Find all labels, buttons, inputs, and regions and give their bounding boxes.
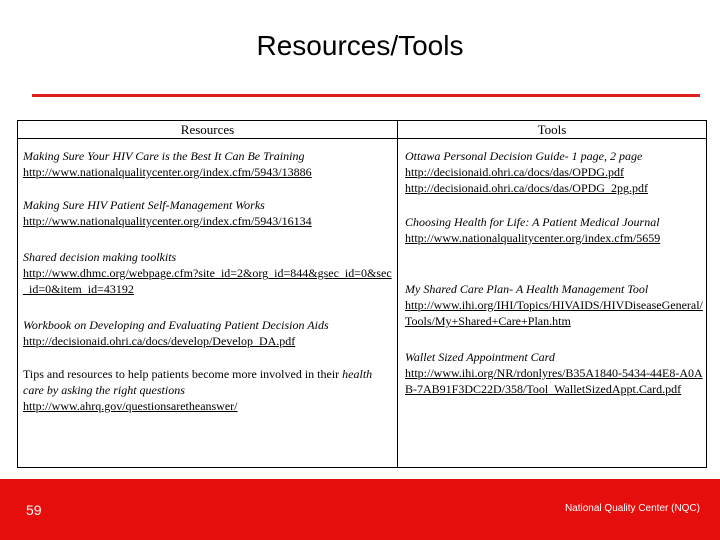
resource-link[interactable]: http://decisionaid.ohri.ca/docs/develop/Develop_DA.pdf <box>23 334 296 348</box>
footer-bar <box>0 479 720 540</box>
tool-title: My Shared Care Plan- A Health Management Tool <box>405 282 649 296</box>
resource-title: Workbook on Developing and Evaluating Patient Decision Aids <box>23 318 329 332</box>
resource-entry <box>23 197 395 229</box>
tool-title: Ottawa Personal Decision Guide- 1 page, 2 page <box>405 149 643 163</box>
tool-entry <box>405 148 703 196</box>
tool-title: Choosing Health for Life: A Patient Medical Journal <box>405 215 660 229</box>
resource-title: Making Sure Your HIV Care is the Best It Can Be Training <box>23 149 305 163</box>
resource-title <box>23 366 395 398</box>
resource-title: Making Sure HIV Patient Self-Management Works <box>23 198 265 212</box>
resource-entry <box>23 366 395 414</box>
tool-entry <box>405 214 703 246</box>
resource-link[interactable]: http://www.nationalqualitycenter.org/index.cfm/5943/13886 <box>23 165 312 179</box>
resource-entry <box>23 317 395 349</box>
tool-entry <box>405 281 703 329</box>
tool-link[interactable]: http://www.nationalqualitycenter.org/index.cfm/5659 <box>405 231 661 245</box>
resource-entry <box>23 148 395 180</box>
tool-title: Wallet Sized Appointment Card <box>405 350 555 364</box>
organization-name: National Quality Center (NQC) <box>564 503 700 514</box>
resource-title-plain: Tips and resources to help patients become more involved in their <box>23 367 343 381</box>
resource-title: Shared decision making toolkits <box>23 250 177 264</box>
tool-link[interactable]: http://www.ihi.org/NR/rdonlyres/B35A1840-5434-44E8-A0AB-7AB91F3DC22D/358/Tool_WalletSizedAppt.Card.pdf <box>405 366 703 396</box>
resources-header: Resources <box>18 121 398 139</box>
page-number: 59 <box>26 502 42 518</box>
resources-column <box>18 139 398 467</box>
tool-link[interactable]: http://decisionaid.ohri.ca/docs/das/OPDG_2pg.pdf <box>405 181 648 195</box>
tools-column <box>398 139 706 467</box>
slide-title: Resources/Tools <box>256 30 464 61</box>
resource-link[interactable]: http://www.nationalqualitycenter.org/index.cfm/5943/16134 <box>23 214 312 228</box>
resource-entry <box>23 249 395 297</box>
resource-link[interactable]: http://www.dhmc.org/webpage.cfm?site_id=2&org_id=844&gsec_id=0&sec_id=0&item_id=43192 <box>23 266 392 296</box>
resources-tools-table <box>17 120 707 468</box>
tools-header: Tools <box>398 121 706 139</box>
tool-link[interactable]: http://decisionaid.ohri.ca/docs/das/OPDG.pdf <box>405 165 624 179</box>
tool-link[interactable]: http://www.ihi.org/IHI/Topics/HIVAIDS/HIVDiseaseGeneral/Tools/My+Shared+Care+Plan.htm <box>405 298 703 328</box>
title-underline <box>32 94 700 97</box>
resource-link[interactable]: http://www.ahrq.gov/questionsaretheanswer/ <box>23 399 238 413</box>
tool-entry <box>405 349 703 397</box>
resource-title-italic: health care by asking the right questions <box>23 367 373 397</box>
